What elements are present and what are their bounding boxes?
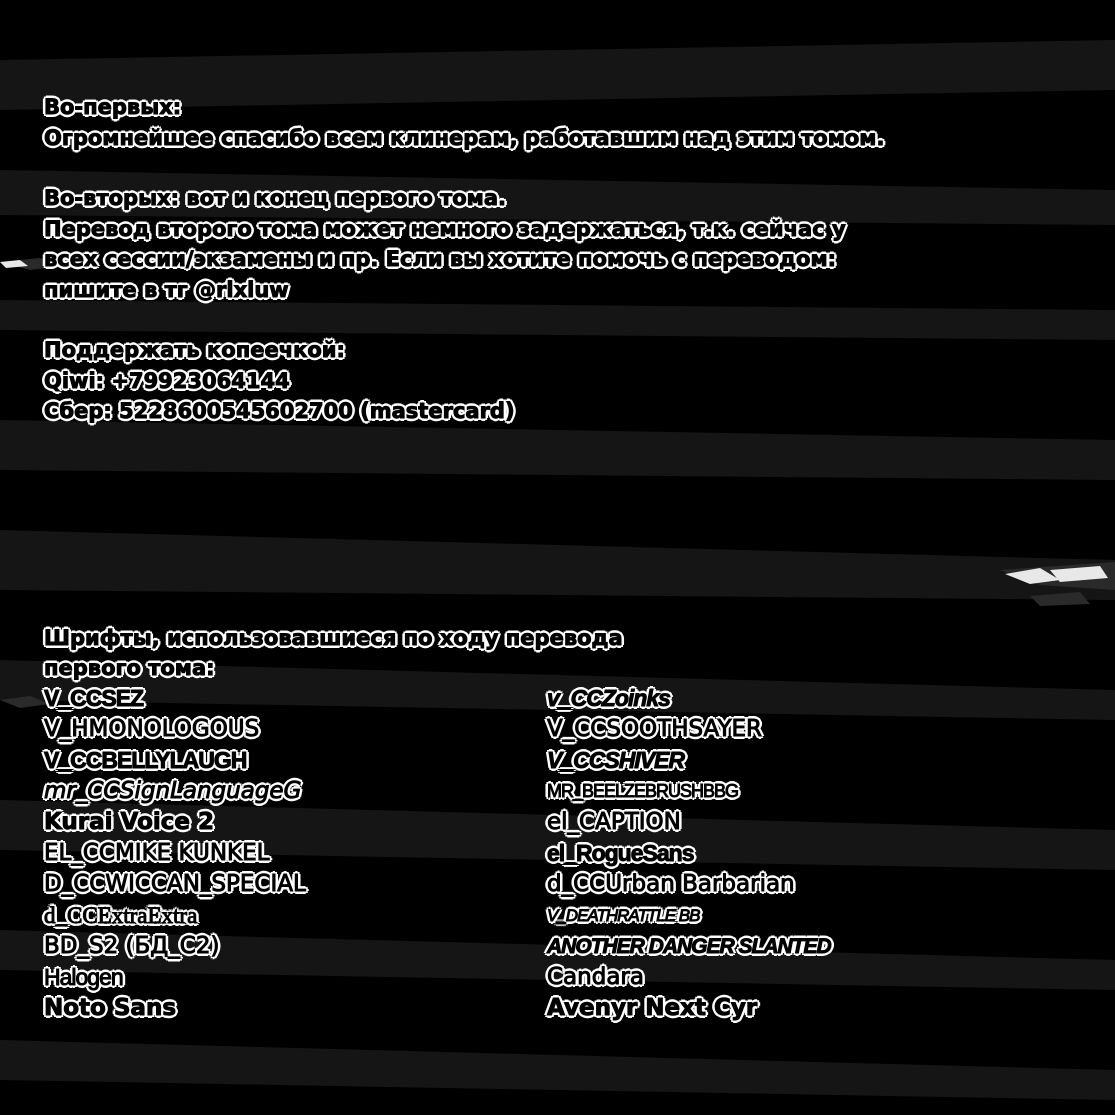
support-sber: Сбер: 5228600545602700 (mastercard) [44, 399, 515, 423]
font-list-item: ANOTHER DANGER SLANTED [547, 935, 831, 958]
thanks-cleaners-text: Огромнейшее спасибо всем клинерам, работавшим над этим томом. [44, 125, 885, 150]
font-list-item: V_CCBELLYLAUGH [44, 747, 247, 773]
font-list-item: d_CCUrban Barbarian [547, 871, 795, 897]
support-qiwi: Qiwi: +79923064144 [44, 368, 290, 393]
font-list-item: Kurai Voice 2 [44, 809, 215, 835]
second-heading-line: Во-вторых: вот и конец первого тома. [44, 186, 506, 210]
font-list-item: BD_S2 (БД_С2) [44, 933, 220, 959]
font-list-item: V_DEATHRATTLE BB [547, 906, 700, 925]
font-list-item: D_CCWICCAN_SPECIAL [44, 871, 306, 897]
font-list-item: V_CCSHIVER [547, 747, 684, 773]
delay-notice-line-1: Перевод второго тома может немного задержаться, т.к. сейчас у [44, 216, 846, 241]
font-list-item: Candara [547, 964, 644, 990]
font-list-item: el_CAPTION [547, 809, 681, 835]
font-list-item: Avenyr Next Cyr [547, 995, 758, 1021]
spacer [44, 153, 884, 183]
fonts-heading [44, 623, 623, 683]
font-list-item: MR_BEELZEBRUSHBBG [547, 781, 739, 801]
intro-block [44, 92, 884, 427]
fonts-heading-line-2: первого тома: [44, 656, 215, 680]
font-list-item: v_CCZoinks [547, 685, 670, 711]
font-list-item: el_RogueSans [547, 840, 694, 866]
fonts-left-column [44, 683, 306, 1024]
font-list-item: mr_CCSignLanguageG [44, 778, 302, 804]
contact-line: пишите в тг @rlxluw [44, 277, 289, 302]
first-heading: Во-первых: [44, 95, 182, 119]
delay-notice-line-2: всех сессии/экзамены и пр. Если вы хотите помочь с переводом: [44, 247, 837, 271]
font-list-item: V_CCSEZ [44, 685, 144, 711]
support-heading: Поддержать копеечкой: [44, 338, 345, 362]
font-list-item: V_CCSOOTHSAYER [547, 716, 763, 742]
fonts-right-column [547, 683, 831, 1024]
font-list-item: Noto Sans [44, 995, 177, 1021]
font-list-item: d_CCExtraExtra [44, 903, 198, 928]
font-list-item: EL_CCMIKE KUNKEL [44, 840, 270, 866]
spacer [44, 305, 884, 335]
font-list-item: Halogen [44, 964, 123, 990]
font-list-item: V_HMONOLOGOUS [44, 716, 260, 742]
fonts-heading-line-1: Шрифты, использовавшиеся по ходу перевода [44, 626, 623, 650]
